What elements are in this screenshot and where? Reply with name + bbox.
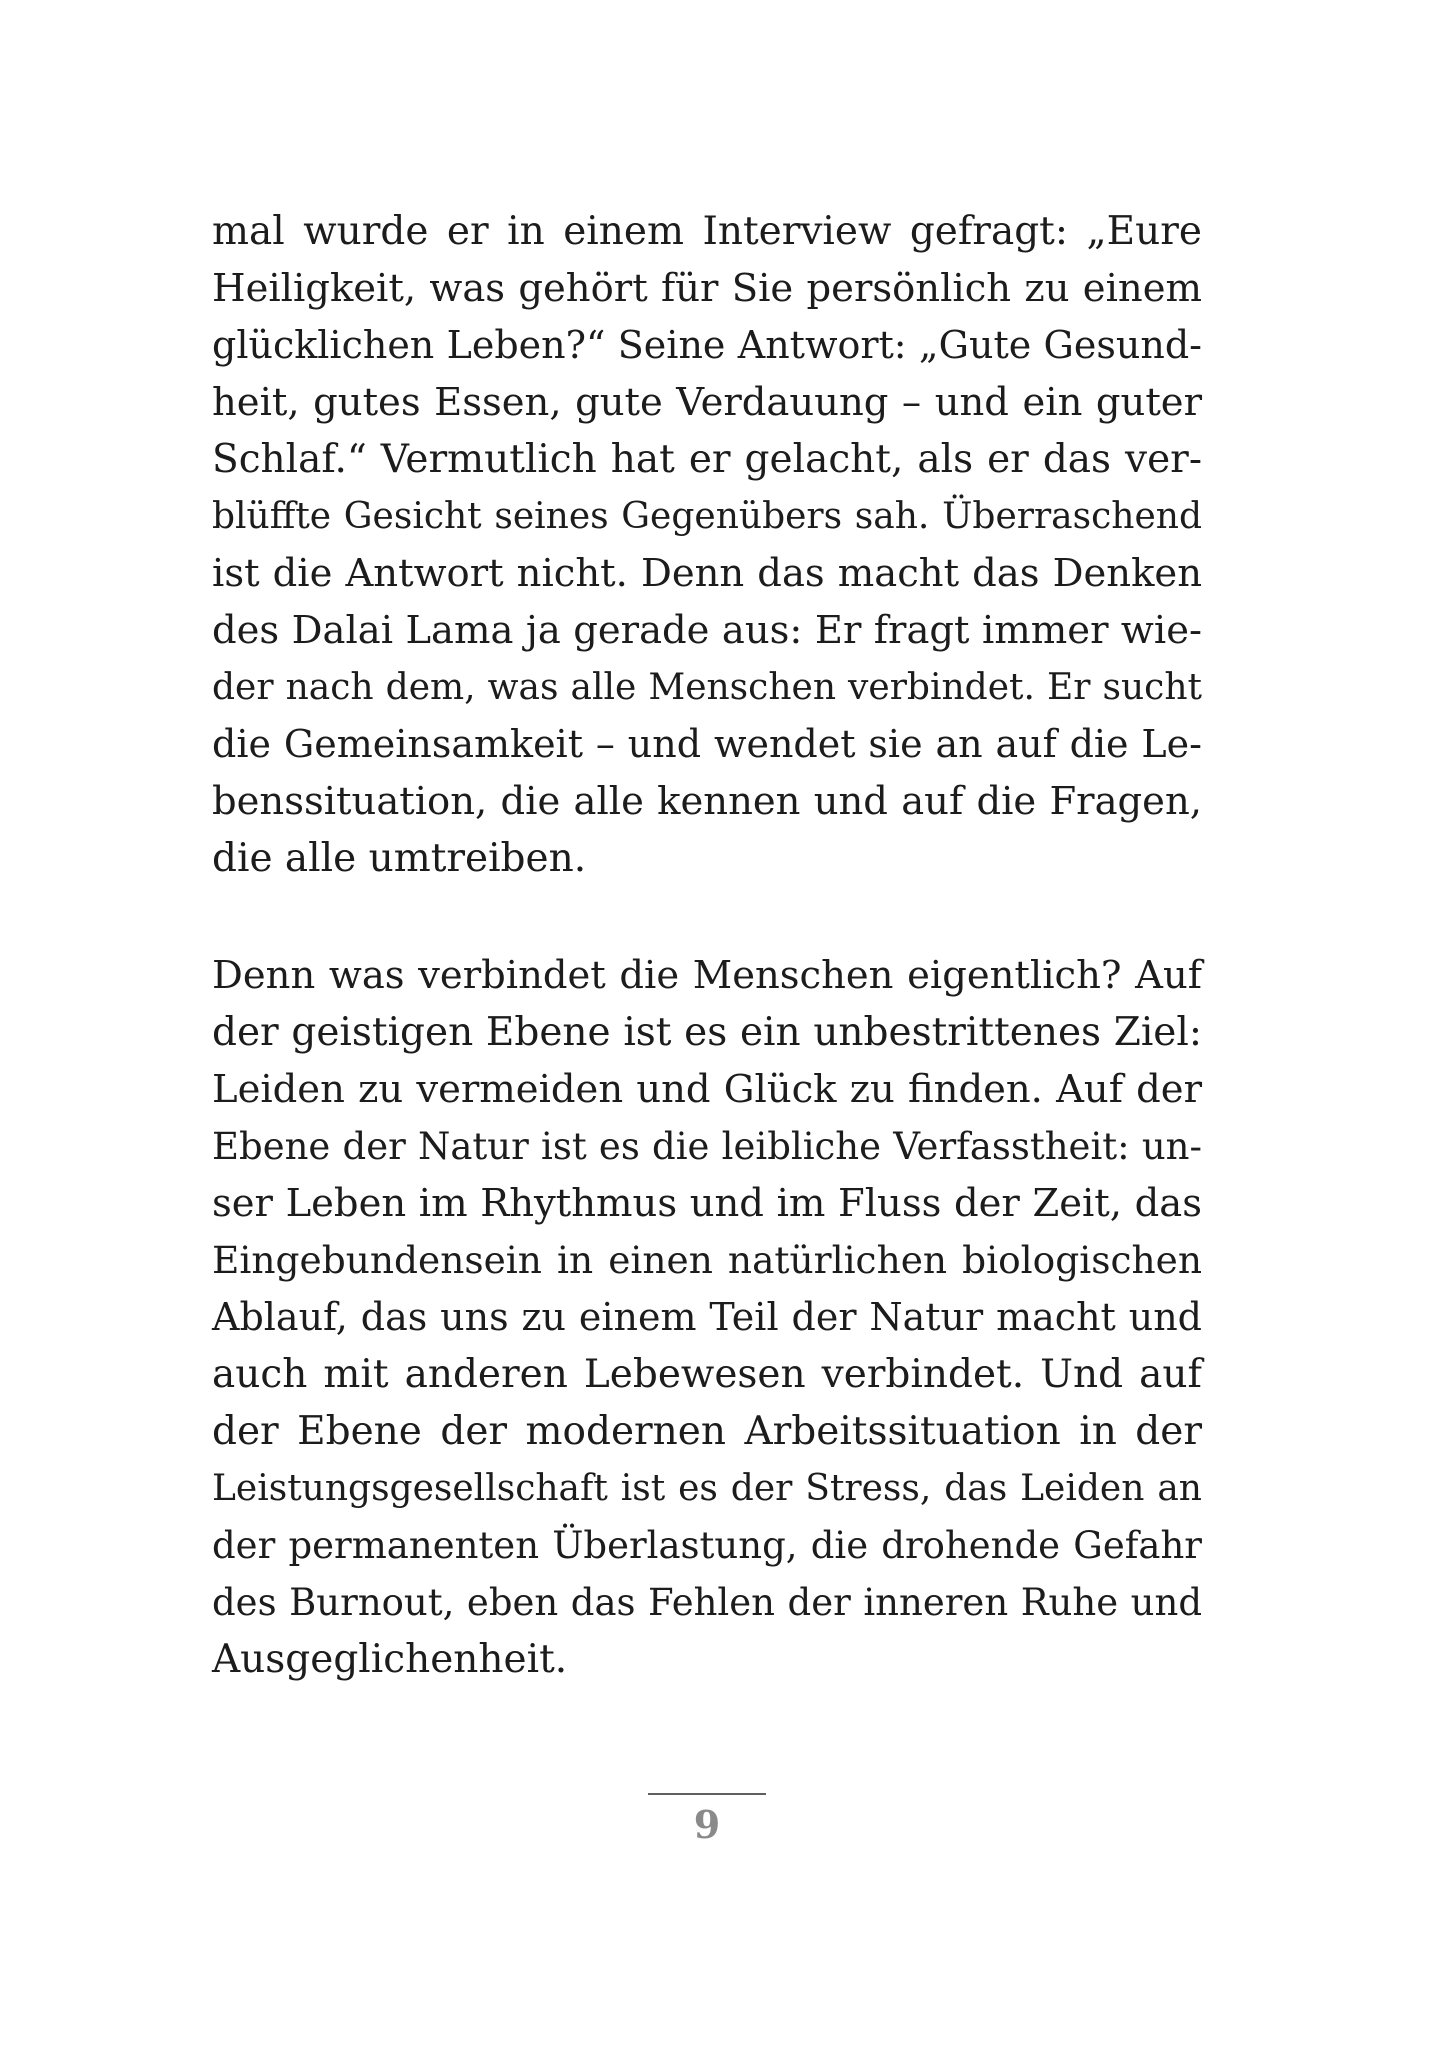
text-line: heit, gutes Essen, gute Verdauung – und ein guter (212, 380, 1202, 425)
paragraph-2 (212, 947, 1202, 1688)
text-line: Schlaf.“ Vermutlich hat er gelacht, als er das ver- (212, 437, 1202, 482)
text-line: die Gemeinsamkeit – und wendet sie an auf die Le- (212, 722, 1202, 766)
text-line: auch mit anderen Lebewesen verbindet. Und auf (212, 1352, 1202, 1397)
text-line: Ausgeglichenheit. (212, 1637, 568, 1682)
paragraph-1 (212, 203, 1202, 887)
text-line: Leiden zu vermeiden und Glück zu finden. Auf der (212, 1067, 1202, 1112)
text-line: Eingebundensein in einen natürlichen biologischen (212, 1238, 1202, 1282)
text-line: benssituation, die alle kennen und auf die Fragen, (212, 779, 1202, 824)
text-line: glücklichen Leben?“ Seine Antwort: „Gute Gesund- (212, 323, 1202, 367)
text-line: Denn was verbindet die Menschen eigentlich? Auf (212, 953, 1202, 998)
text-line: des Burnout, eben das Fehlen der inneren Ruhe und (212, 1581, 1202, 1624)
text-line: ist die Antwort nicht. Denn das macht das Denken (212, 551, 1202, 596)
text-line: der geistigen Ebene ist es ein unbestrittenes Ziel: (212, 1010, 1202, 1055)
text-line: ser Leben im Rhythmus und im Fluss der Zeit, das (212, 1181, 1202, 1226)
text-line: des Dalai Lama ja gerade aus: Er fragt immer wie- (212, 608, 1202, 653)
text-line: der nach dem, was alle Menschen verbindet. Er sucht (212, 667, 1202, 708)
text-line: die alle umtreiben. (212, 836, 587, 881)
text-line: blüffte Gesicht seines Gegenübers sah. Überraschend (212, 496, 1202, 537)
text-line: Leistungsgesellschaft ist es der Stress, das Leiden an (212, 1468, 1202, 1509)
page-number: 9 (693, 1802, 721, 1847)
text-line: Ebene der Natur ist es die leibliche Verfasstheit: un- (212, 1125, 1202, 1168)
text-line: der permanenten Überlastung, die drohende Gefahr (212, 1524, 1202, 1567)
text-line: Ablauf, das uns zu einem Teil der Natur macht und (212, 1295, 1202, 1339)
footer-rule (648, 1793, 766, 1795)
text-line: der Ebene der modernen Arbeitssituation in der (212, 1409, 1202, 1454)
text-line: Heiligkeit, was gehört für Sie persönlich zu einem (212, 266, 1202, 311)
text-line: mal wurde er in einem Interview gefragt: „Eure (212, 209, 1202, 254)
